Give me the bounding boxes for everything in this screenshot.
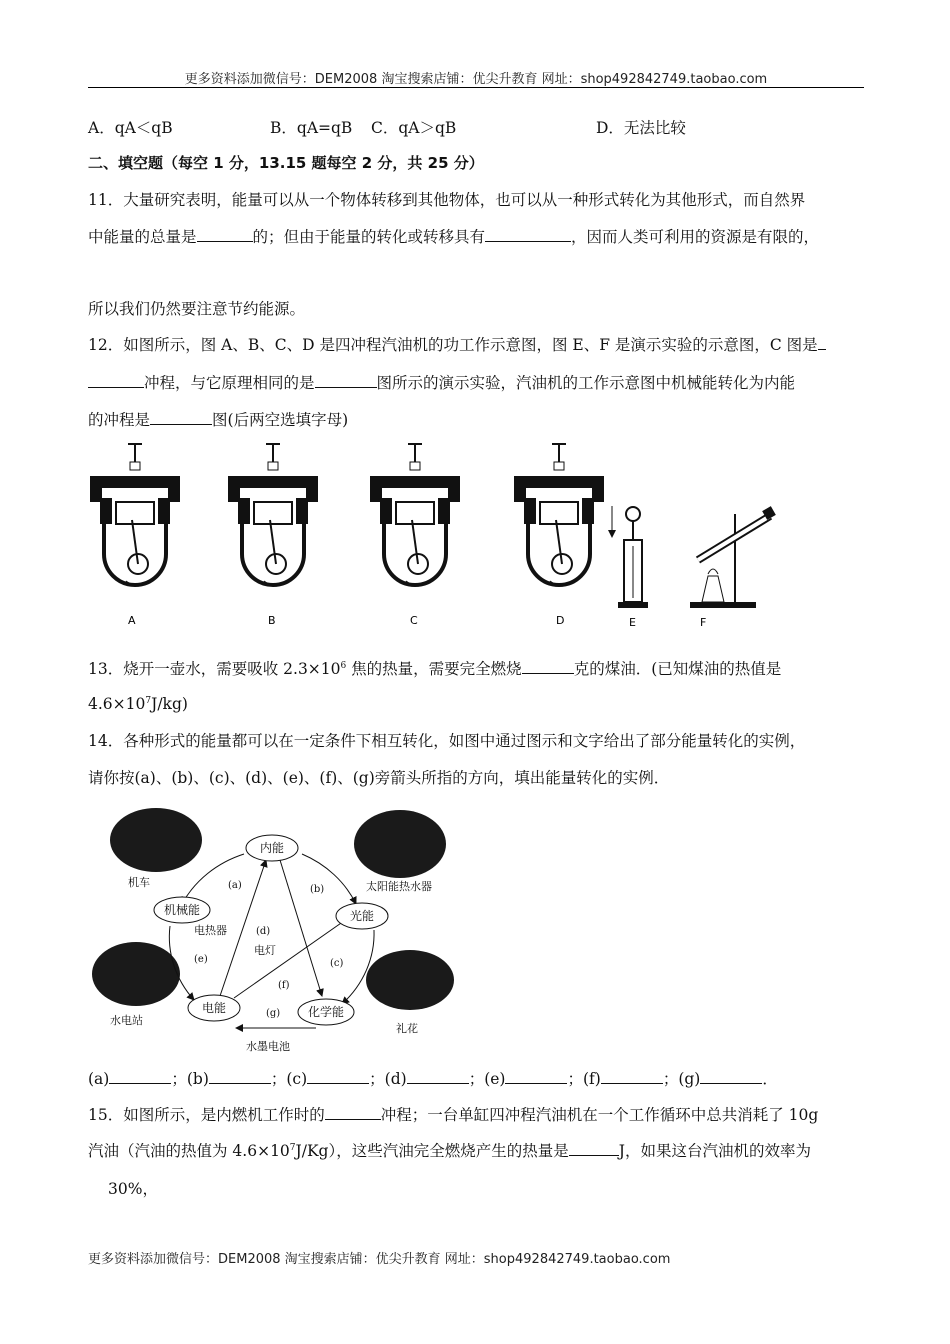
arrow-a [182,854,244,904]
q15-text-a: 15．如图所示，是内燃机工作时的 [88,1106,325,1124]
q11-line3: 所以我们仍然要注意节约能源。 [88,300,306,318]
node-text-internal: 内能 [259,841,285,855]
fig-label-a: A [128,614,136,627]
q13-blank[interactable] [522,658,574,674]
q12-text-3a: 的冲程是 [88,411,151,429]
arrow-b [302,854,356,904]
q15-line1 [88,1104,818,1125]
answer-blank-f[interactable] [601,1068,663,1084]
q12-blank-3[interactable] [150,409,212,425]
energy-diagram [84,804,454,1060]
ans-end: ． [762,1070,778,1088]
engine-b [228,444,318,585]
arrow-c [342,930,374,1004]
q12-text-3b: 图(后两空选填字母) [212,411,349,429]
q13-sup-1: 6 [340,661,347,671]
node-text-chemical: 化学能 [307,1005,345,1019]
photo-fireworks [366,950,454,1010]
q12-line3 [88,409,348,430]
q11-line2 [88,226,819,247]
q15-text-e: J，如果这台汽油机的效率为 [618,1142,811,1160]
caption-fireworks: 礼花 [396,1022,418,1035]
header-divider [88,87,864,88]
page-header: 更多资料添加微信号：DEM2008 淘宝搜索店铺：优尖升教育 网址：shop492842749.taobao.com [184,72,768,87]
q13-text-a: 13．烧开一壶水，需要吸收 2.3×10 [88,660,341,678]
q11-text-b: 的；但由于能量的转化或转移具有 [252,228,486,246]
fig-label-f: F [700,616,707,629]
ans-label-a: (a) [88,1070,110,1088]
label-e: (e) [194,954,208,965]
ans-label-b: ；(b) [171,1070,209,1088]
node-text-electric: 电能 [201,1001,227,1015]
q12-blank-1b[interactable] [88,372,144,388]
option-b: B．qA=qB [270,119,353,137]
engine-d [514,444,604,585]
answer-blank-a[interactable] [109,1068,171,1084]
caption-solar: 太阳能热水器 [366,880,432,893]
q15-text-c: 汽油（汽油的热值为 4.6×10 [88,1142,290,1160]
photo-locomotive [110,808,202,872]
q15-text-b: 冲程；一台单缸四冲程汽油机在一个工作循环中总共消耗了 10g [380,1106,819,1124]
answer-blank-c[interactable] [307,1068,369,1084]
q13-text-e: J/kg) [151,695,188,713]
engine-a [90,444,180,585]
answer-blank-g[interactable] [700,1068,762,1084]
label-c: (c) [330,958,344,969]
caption-locomotive: 机车 [128,876,150,889]
ans-label-g: ；(g) [662,1070,701,1088]
arrow-f [234,914,354,998]
q12-text-2a: 冲程，与它原理相同的是 [144,374,315,392]
arrow-inner [280,860,325,996]
ans-label-f: ；(f) [567,1070,601,1088]
q13-line2 [88,694,188,714]
ans-label-e: ；(e) [468,1070,506,1088]
label-d: (d) [256,926,271,937]
q15-text-d: J/Kg），这些汽油完全燃烧产生的热量是 [295,1142,569,1160]
q13-text-c: 克的煤油．(已知煤油的热值是 [573,660,782,678]
ans-label-c: ；(c) [270,1070,308,1088]
q11-line1: 11．大量研究表明，能量可以从一个物体转移到其他物体，也可以从一种形式转化为其他形式，而自然界 [88,191,806,209]
q13-text-b: 焦的热量，需要完全燃烧 [346,660,522,678]
ans-label-d: ；(d) [369,1070,407,1088]
fig-label-b: B [268,614,276,627]
q12-line2 [88,372,795,393]
node-text-mechanical: 机械能 [163,903,201,917]
caption-hydropower: 水电站 [110,1014,143,1027]
option-a: A．qA＜qB [88,119,173,137]
q15-blank-1[interactable] [325,1104,381,1120]
q15-blank-2[interactable] [569,1140,619,1156]
photo-hydropower [92,942,180,1006]
fig-label-d: D [556,614,565,627]
apparatus-e [608,506,648,608]
engine-figure [80,436,800,636]
label-f: (f) [278,980,290,991]
q13-text-d: 4.6×10 [88,695,146,713]
apparatus-f [690,506,776,608]
q12-text-2b: 图所示的演示实验，汽油机的工作示意图中机械能转化为内能 [376,374,796,392]
photo-solar-heater [354,810,446,878]
q12-line1 [88,334,826,355]
q13-line1 [88,658,781,679]
q12-blank-2[interactable] [315,372,377,388]
fig-label-c: C [410,614,418,627]
q14-line1: 14．各种形式的能量都可以在一定条件下相互转化，如图中通过图示和文字给出了部分能量转化的实例， [88,732,806,750]
label-g: (g) [266,1008,281,1019]
caption-heater: 电热器 [194,924,227,937]
q11-text-c: ，因而人类可利用的资源是有限的， [571,228,820,246]
answer-blank-d[interactable] [407,1068,469,1084]
q15-line2 [88,1140,811,1161]
engine-c [370,444,460,585]
option-c: C．qA＞qB [371,119,457,137]
section-title: 二、填空题（每空 1 分，13.15 题每空 2 分，共 25 分） [88,154,484,172]
q12-text-1: 12．如图所示，图 A、B、C、D 是四冲程汽油机的功工作示意图，图 E、F 是演示实验的示意图，C 图是 [88,336,818,354]
q11-text-a: 中能量的总量是 [88,228,197,246]
answer-blank-e[interactable] [505,1068,567,1084]
q14-answers [88,1068,778,1089]
q14-line2: 请你按(a)、(b)、(c)、(d)、(e)、(f)、(g)旁箭头所指的方向，填出能量转化的实例． [88,769,670,787]
fig-label-e: E [629,616,636,629]
q11-blank-2[interactable] [485,226,571,242]
answer-blank-b[interactable] [209,1068,271,1084]
q12-blank-1a[interactable] [818,334,826,350]
option-d: D．无法比较 [596,119,686,137]
q13-sup-2: 7 [145,696,152,706]
label-a: (a) [228,880,242,891]
q11-blank-1[interactable] [197,226,253,242]
node-text-light: 光能 [349,909,375,923]
caption-lamp: 电灯 [254,944,276,957]
caption-battery: 水墨电池 [246,1040,290,1053]
q15-line3: 30%， [108,1180,158,1198]
page-footer: 更多资料添加微信号：DEM2008 淘宝搜索店铺：优尖升教育 网址：shop492842749.taobao.com [88,1252,671,1267]
q15-sup: 7 [289,1143,296,1153]
label-b: (b) [310,884,325,895]
